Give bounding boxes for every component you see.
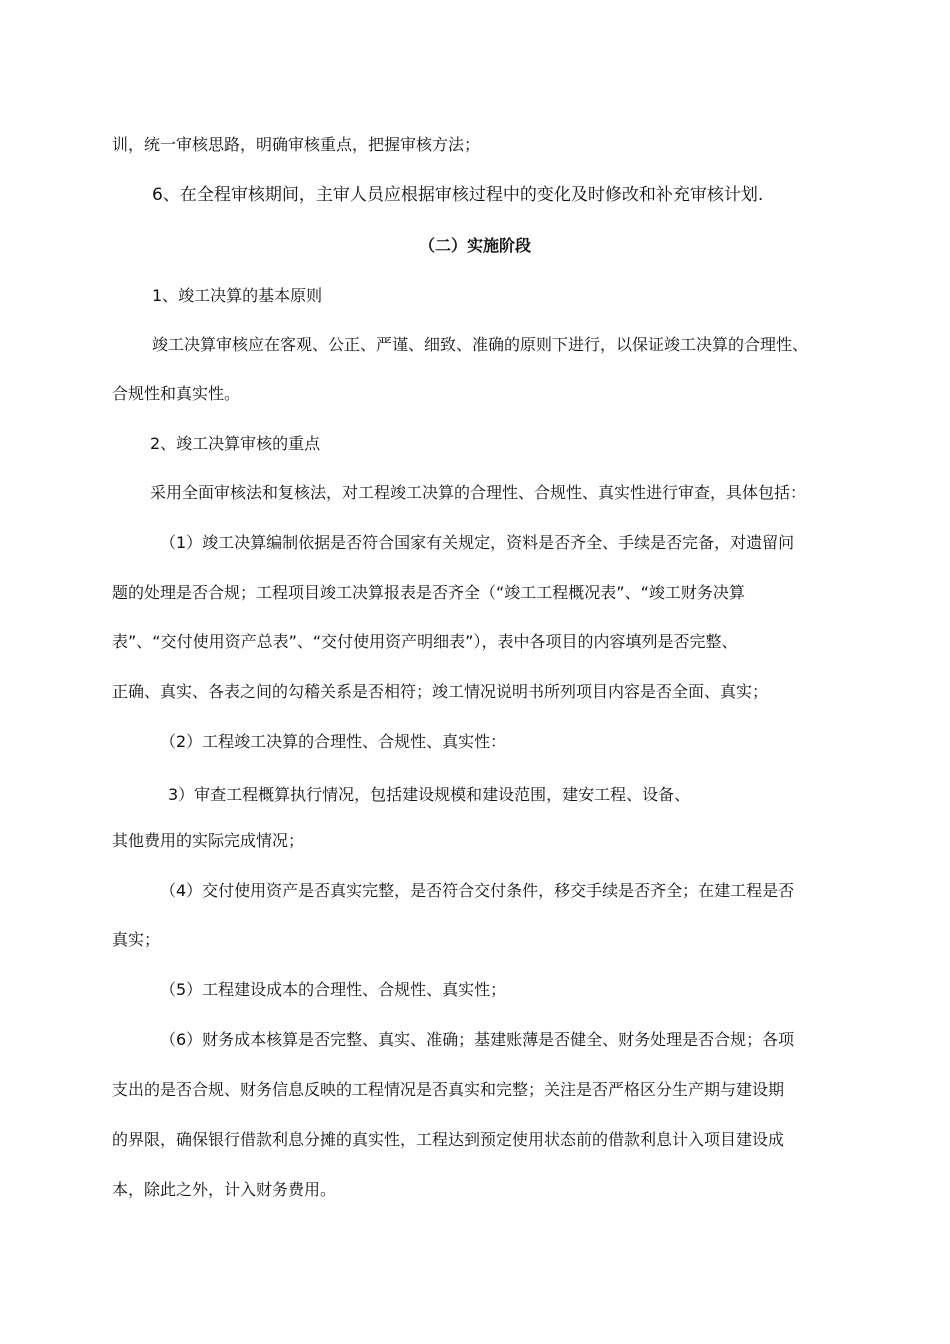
paragraph-line: 其他费用的实际完成情况； [112, 831, 305, 850]
paragraph-line: 本，除此之外，计入财务费用。 [112, 1180, 337, 1199]
list-item-4: （4）交付使用资产是否真实完整，是否符合交付条件，移交手续是否齐全；在建工程是否 [160, 881, 795, 900]
list-item-1: （1）竣工决算编制依据是否符合国家有关规定，资料是否齐全、手续是否完备，对遗留问 [160, 533, 795, 552]
section-heading: （二）实施阶段 [418, 236, 531, 255]
paragraph-line: 采用全面审核法和复核法，对工程竣工决算的合理性、合规性、真实性进行审查，具体包括： [150, 483, 807, 502]
list-item-2: （2）工程竣工决算的合理性、合规性、真实性： [160, 732, 507, 751]
paragraph-line: 训，统一审核思路，明确审核重点，把握审核方法； [112, 135, 481, 154]
list-item-5: （5）工程建设成本的合理性、合规性、真实性； [160, 980, 507, 999]
list-item-3: 3）审查工程概算执行情况，包括建设规模和建设范围，建安工程、设备、 [168, 785, 691, 804]
paragraph-line: 合规性和真实性。 [112, 384, 241, 403]
paragraph-line: 表”、“交付使用资产总表”、“交付使用资产明细表”），表中各项目的内容填列是否完整、 [112, 632, 738, 651]
paragraph-line: 竣工决算审核应在客观、公正、严谨、细致、准确的原则下进行，以保证竣工决算的合理性、 [152, 335, 809, 354]
paragraph-line: 题的处理是否合规；工程项目竣工决算报表是否齐全（“竣工工程概况表”、“竣工财务决算 [112, 583, 745, 602]
list-item-6: 6、在全程审核期间，主审人员应根据审核过程中的变化及时修改和补充审核计划. [152, 185, 764, 205]
list-item-6-finance: （6）财务成本核算是否完整、真实、准确；基建账薄是否健全、财务处理是否合规；各项 [160, 1030, 795, 1049]
paragraph-line: 真实； [112, 930, 161, 949]
paragraph-line: 正确、真实、各表之间的勾稽关系是否相符；竣工情况说明书所列项目内容是否全面、真实； [112, 682, 769, 701]
subheading-2: 2、竣工决算审核的重点 [150, 434, 321, 453]
paragraph-line: 支出的是否合规、财务信息反映的工程情况是否真实和完整；关注是否严格区分生产期与建设期 [112, 1080, 785, 1099]
subheading-1: 1、竣工决算的基本原则 [152, 286, 323, 305]
paragraph-line: 的界限，确保银行借款利息分摊的真实性，工程达到预定使用状态前的借款利息计入项目建设成 [112, 1130, 785, 1149]
